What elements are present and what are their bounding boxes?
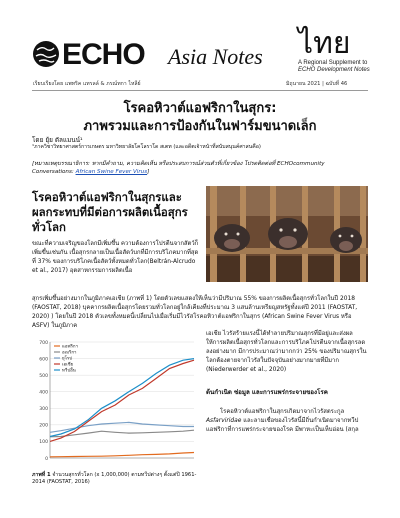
paragraph-1: ขณะที่ความเจริญของโลกมีเพิ่มขึ้น ความต้องการโปรตีนจากสัตว์ก็เพิ่มขึ้นเช่นกัน เนื้อสุกรกลายเป็นเนื้อสัตว์บกที่มีการบริโภคมากที่สุดที่ 37% ของการบริโภคเนื้อสัตว์ทั้งหมดทั่วโลก(Beltrán-Alcrudo et al., 2017) อุตสาหกรรมการผลิตเนื้อ (32, 241, 199, 274)
language-label: ไทย (298, 26, 351, 61)
y-tick-label: 200 (39, 423, 48, 429)
supplement-tagline (298, 60, 378, 74)
y-tick-label: 500 (39, 373, 48, 379)
paragraph-3: เอเชีย ไวรัสร้ายแรงนี้ได้ทำลายปริมาณสุกรที่มีอยู่และส่งผลให้การผลิตเนื้อสุกรทั่วโลกและการบริโภคโปรตีนจากเนื้อสุกรลดลงอย่างมาก มีการประมาณว่ามากกว่า 25% ของปริมาณสุกรในโลกต้องตายจากไวรัสในปัจจุบันอย่างมากมายที่มีมาก (Niederwerder et al., 2020) (206, 331, 367, 373)
issue-date: มิถุนายน 2021 | ฉบับที่ 46 (286, 81, 348, 87)
y-tick-label: 100 (39, 440, 48, 446)
legend-label: ยุโรป (62, 356, 73, 362)
echo-globe-logo-icon (32, 40, 60, 68)
y-tick-label: 0 (45, 456, 48, 462)
title-line-2: ภาพรวมและการป้องกันในฟาร์มขนาดเล็ก (83, 119, 317, 134)
pig-population-chart (30, 336, 200, 468)
article-title (32, 100, 368, 136)
header-divider (32, 90, 368, 91)
asf-discussion-link[interactable]: African Swine Fever Virus (75, 169, 148, 175)
editor-note-end: ] (147, 169, 150, 175)
subheading-origin: ต้นกำเนิด ซ่อมูล และการแพร่กระจายของโรค (206, 389, 328, 396)
brand-logo-text: ECHO (62, 38, 145, 71)
figure-caption (32, 472, 200, 486)
para4-text-post: และลามเชื่อของไวรัสนี้มีถิ่นกำเนิดมาจากทวีปแอฟริกาที่การแพร่กระจายของโรค มีพาหะเป็นเห็บอ่อน (สกุล (206, 418, 359, 433)
y-tick-label: 400 (39, 390, 48, 396)
paragraph-4 (206, 408, 368, 435)
series-line-0 (50, 453, 194, 457)
series-line-2 (50, 422, 194, 432)
legend-label: แอฟริกา (62, 344, 79, 350)
figure-caption-text: จำนวนสุกรทั่วโลก (x 1,000,000) ตามทวีปต่างๆ ตั้งแต่ปี 1961-2014 (FAOSTAT, 2016) (32, 472, 197, 485)
series-name: Asia Notes (168, 44, 263, 69)
piglets-photo (206, 186, 368, 282)
para4-text-pre: โรคอหิวาต์แอฟริกาในสุกรเกิดมาจากไวรัสตระกูล (220, 409, 345, 415)
figure-caption-label: ภาพที่ 1 (32, 472, 51, 478)
y-tick-label: 600 (39, 357, 48, 363)
supplement-line-2: ECHO Development Notes (298, 67, 370, 73)
legend-label: เอเชีย (62, 362, 74, 368)
paragraph-2: สุกรเพิ่มขึ้นอย่างมากในภูมิภาคเอเชีย (ภาพที่ 1) โดยตัวเลขแสดงให้เห็นว่ามีปริมาณ 55% ของการผลิตเนื้อสุกรทั่วโลกในปี 2018 (FAOSTAT, 2018) บุคคากรผลิตเนื้อสุกรโดยรวมทั่วโลกอยู่ใกล้เคียงที่ประมาณ 3 แสนล้านเหรียญสหรัฐทั้งแต่ปี 2011 (FAOSTAT, 2020) ) โดยในปี 2018 ตัวเลขทั้งหมดนี้เปลี่ยนไปเมื่อเริ่มมีไวรัสโรคอหิวาต์แอฟริกาในสุกร (African Swine Fever Virus หรือ ASFV) ในภูมิภาค (32, 296, 358, 329)
byline: โดย ยุ้ย ตัลแมนน์¹ (32, 136, 83, 144)
affiliation: ¹ภาควิชาวิทยาศาสตร์การเกษตร มหาวิทยาลัยโคโลราโด สเตท (และอดีตเจ้าหน้าที่สนับสนุนค์ศาสนคือ) (32, 144, 261, 150)
editor-note-text: [หมายเหตุบรรณาธิการ: หากมีคำถาม, ความคิดเห็น หรือประสบการณ์ส่วนตัวที่เกี่ยวข้อง โปรดติดต่อที่ ECHOcommunity Conversations: (32, 161, 325, 175)
y-tick-label: 700 (39, 340, 48, 346)
editor-note (32, 160, 368, 176)
title-line-1: โรคอหิวาต์แอฟริกาในสุกร: (123, 101, 277, 116)
legend-label: อเมริกา (62, 350, 77, 356)
compilers-line: เรียบเรียงโดย แพทริค แทรลล์ & ภรณ์ทกา ไหลีย์ (33, 81, 141, 87)
section-heading: โรคอหิวาต์แอฟริกาในสุกรและผลกระทบที่มีต่อการผลิตเนื้อสุกรทั่วโลก (32, 190, 188, 234)
virus-family-name: Asfarviridae (206, 418, 242, 424)
y-tick-label: 300 (39, 407, 48, 413)
supplement-line-1: A Regional Supplement to (298, 60, 368, 66)
legend-label: ทวีปอื่น (62, 368, 76, 374)
